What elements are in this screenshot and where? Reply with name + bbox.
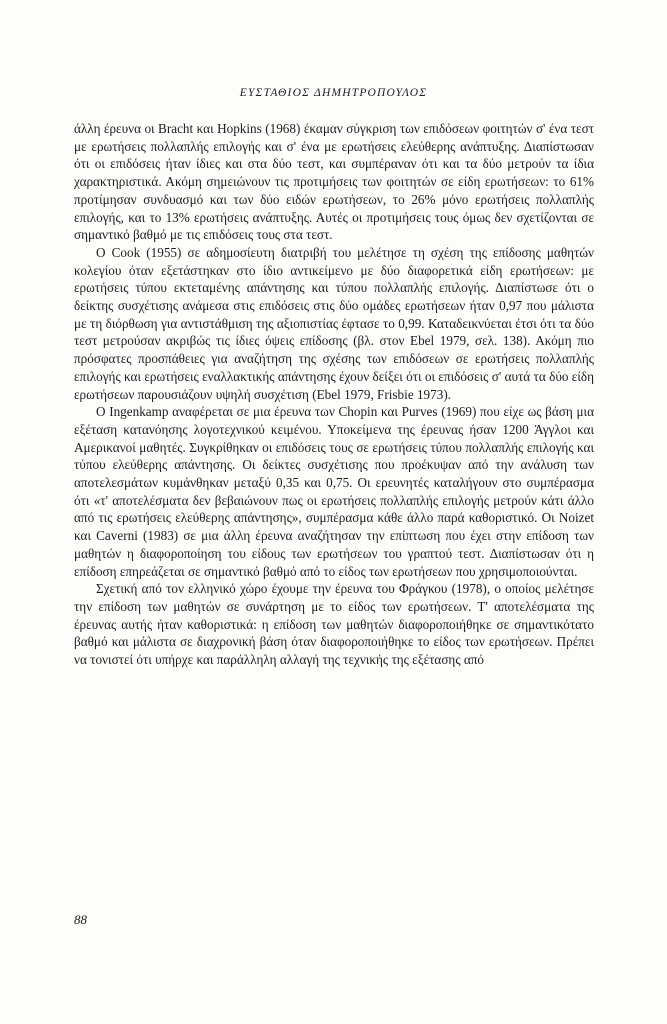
paragraph-continued: άλλη έρευνα οι Bracht και Hopkins (1968) έκαμαν σύγκριση των επιδόσεων φοιτητών σ' ένα τεστ με ερωτήσεις πολλαπλής επιλογής και σ' ένα με ερωτήσεις ελεύθερης ανάπτυξης. Διαπίστωσαν ότι οι επιδόσεις ήταν ίδιες και στα δύο τεστ, και συμπέραναν ότι και τα δύο μετρούν τα ίδια χαρακτηριστικά. Ακόμη σημειώνουν τις προτιμήσεις των φοιτητών σε είδη ερωτήσεων: το 61% προτίμησαν συνδυασμό και των δύο ειδών ερωτήσεων, το 26% μόνο ερωτήσεις πολλαπλής επιλογής, και το 13% ερωτήσεις ανάπτυξης. Αυτές οι προτιμήσεις τους όμως δεν σχετίζονται σε σημαντικό βαθμό με τις επιδόσεις τους στα τεστ. bbox=[74, 121, 594, 243]
paragraph-cook: Ο Cook (1955) σε αδημοσίευτη διατριβή του μελέτησε τη σχέση της επίδοσης μαθητών κολεγίου όταν εξετάστηκαν στο ίδιο αντικείμενο με δύο διαφορετικά είδη ερωτήσεων: με ερωτήσεις τύπου εκτεταμένης απάντησης και τύπου πολλαπλής επιλογής. Διαπίστωσε ότι ο δείκτης συσχέτισης ανάμεσα στις επιδόσεις στις δύο ομάδες ερωτήσεων ήταν 0,97 που μάλιστα με τη διόρθωση για αντιστάθμιση της αξιοπιστίας έφτασε το 0,99. Καταδεικνύεται έτσι ότι τα δύο τεστ μετρούσαν ακριβώς τις ίδιες όψεις επίδοσης (βλ. στον Ebel 1979, σελ. 138). Ακόμη πιο πρόσφατες προσπάθειες για αναζήτηση της σχέσης των επιδόσεων σε ερωτήσεις πολλαπλής επιλογής και ερωτήσεις εναλλακτικής απάντησης έχουν δείξει ότι οι επιδόσεις σ' αυτά τα δύο είδη ερωτήσεων παρουσιάζουν υψηλή συσχέτιση (Ebel 1979, Frisbie 1973). bbox=[74, 244, 594, 402]
body-text bbox=[74, 120, 594, 669]
paragraph-fragkos: Σχετική από τον ελληνικό χώρο έχουμε την έρευνα του Φράγκου (1978), ο οποίος μελέτησε την επίδοση των μαθητών σε συνάρτηση με το είδος των ερωτήσεων. Τ' αποτελέσματα της έρευνας αυτής ήταν καθοριστικά: η επίδοση των μαθητών διαφοροποιήθηκε σε σημαντικότατο βαθμό και μάλιστα σε διαχρονική βάση όταν διαφοροποιήθηκε το είδος των ερωτήσεων. Πρέπει να τονιστεί ότι υπήρχε και παράλληλη αλλαγή της τεχνικής της εξέτασης από bbox=[74, 581, 594, 668]
running-head: ΕΥΣΤΑΘΙΟΣ ΔΗΜΗΤΡΟΠΟΥΛΟΣ bbox=[239, 87, 428, 99]
paragraph-ingenkamp: Ο Ingenkamp αναφέρεται σε μια έρευνα των Chopin και Purves (1969) που είχε ως βάση μια εξέταση κατανόησης λογοτεχνικού κειμένου. Υποκείμενα της έρευνας ήσαν 1200 Άγγλοι και Αμερικανοί μαθητές. Συγκρίθηκαν οι επιδόσεις τους σε ερωτήσεις τύπου πολλαπλής επιλογής και τύπου ελεύθερης απάντησης. Οι δείκτες συσχέτισης που προέκυψαν από την ανάλυση των αποτελεσμάτων κυμάνθηκαν μεταξύ 0,35 και 0,75. Οι ερευνητές καταλήγουν στο συμπέρασμα ότι «τ' αποτελέσματα δεν βεβαιώνουν πως οι ερωτήσεις πολλαπλής επιλογής μετρούν κάτι άλλο από τις ερωτήσεις ελεύθερης απάντησης», συμπέρασμα κάθε άλλο παρά καθοριστικό. Οι Noizet και Caverni (1983) σε μια άλλη έρευνα αναζήτησαν την επίπτωση που έχει στην επίδοση των μαθητών η διαφοροποίηση του είδους των ερωτήσεων του γραπτού τεστ. Διαπίστωσαν ότι η επίδοση επηρεάζεται σε σημαντικό βαθμό από το είδος των ερωτήσεων που χρησιμοποιούνται. bbox=[74, 404, 594, 579]
page-number: 88 bbox=[74, 912, 87, 927]
